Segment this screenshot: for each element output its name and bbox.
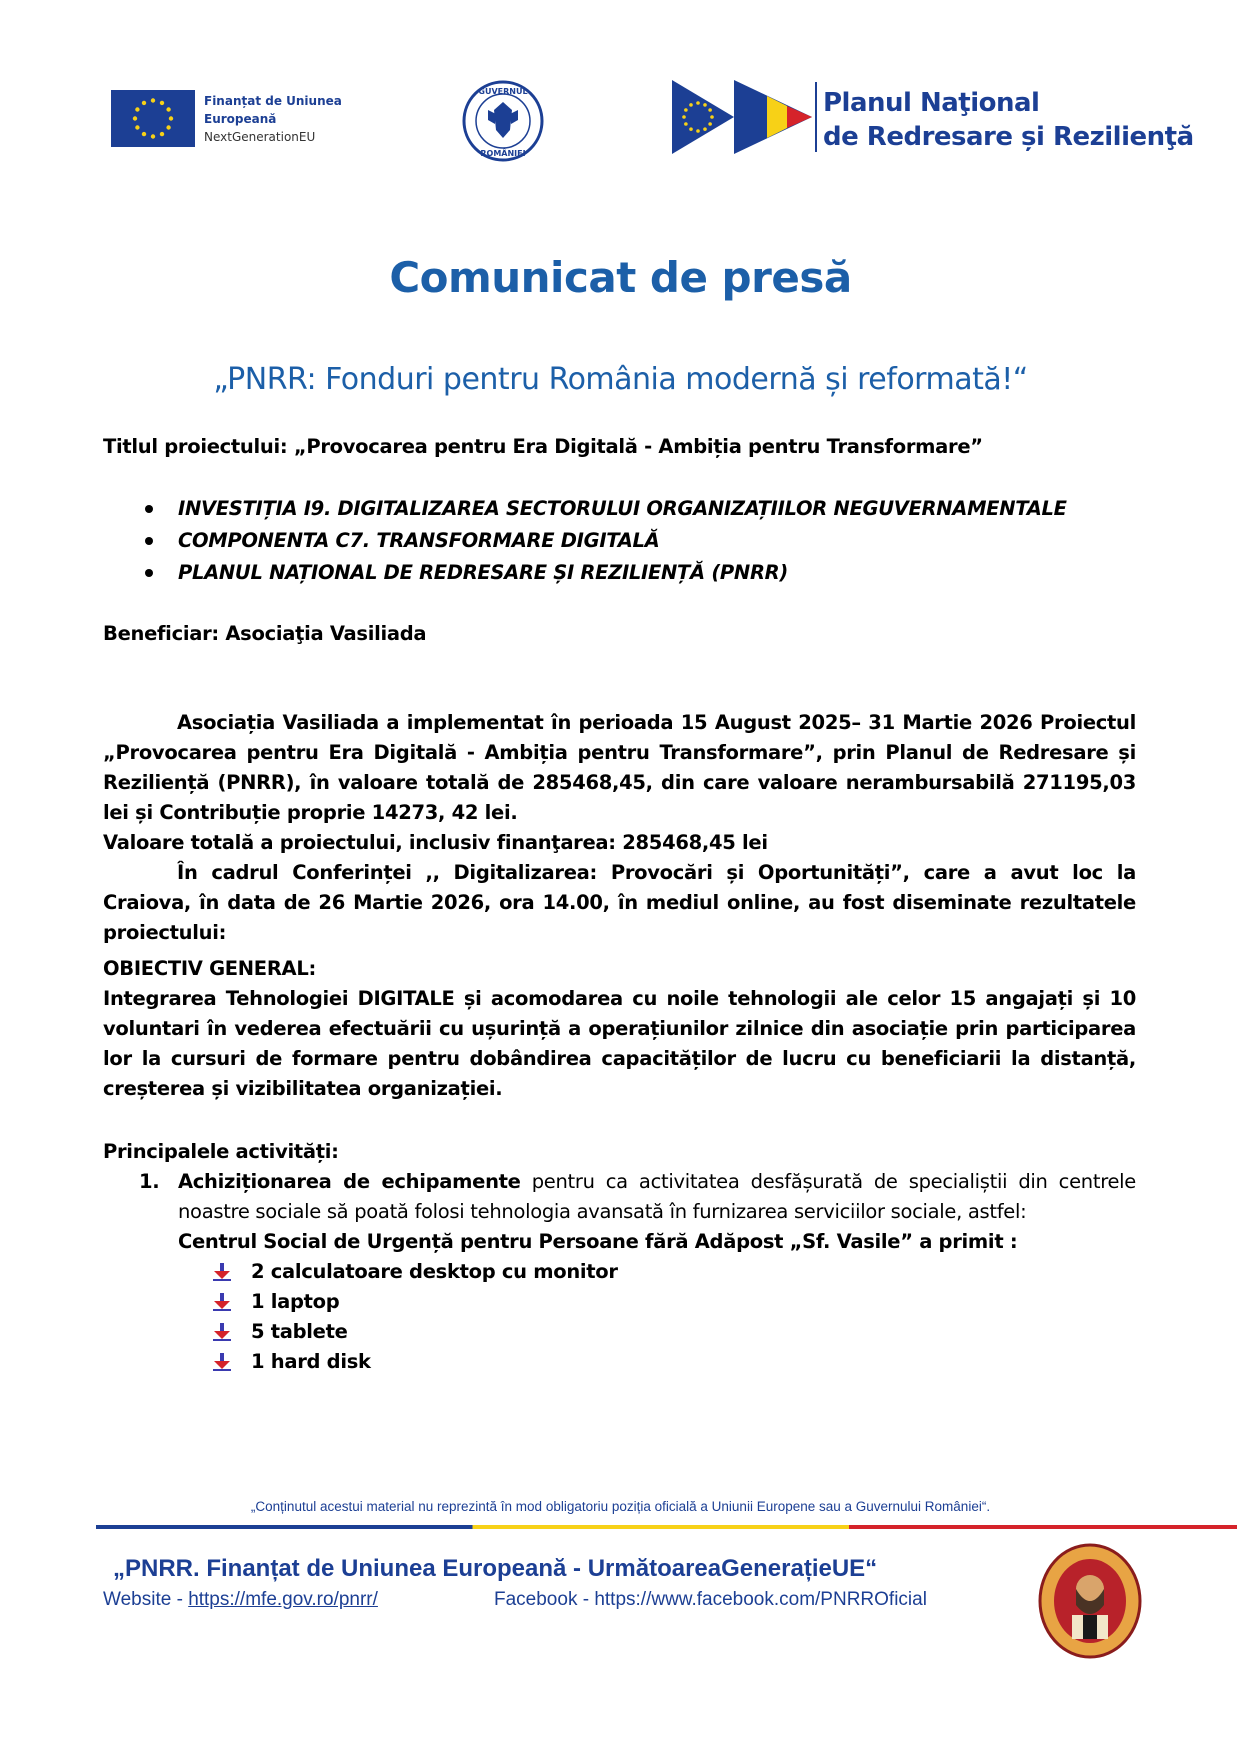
eu-star-icon xyxy=(696,129,700,133)
page-title: Comunicat de presă xyxy=(389,253,852,302)
eu-star-icon xyxy=(708,108,712,112)
pnrr-logo-separator xyxy=(815,82,817,152)
svg-text:GUVERNUL: GUVERNUL xyxy=(478,87,528,96)
footer-website xyxy=(103,1589,378,1611)
list-item: 1 hard disk xyxy=(103,1347,1136,1377)
activity-description: pentru ca activitatea desfășurată de specialiștii din centrele noastre sociale să poată folosi tehnologia avansată în furnizarea serviciilor sociale, astfel: xyxy=(178,1170,1136,1223)
project-title-line: Titlul proiectului: „Provocarea pentru Era Digitală - Ambiția pentru Transformare” xyxy=(103,435,983,458)
footer-facebook: Facebook - https://www.facebook.com/PNRROficial xyxy=(494,1589,927,1610)
eu-star-icon xyxy=(142,132,146,136)
eu-star-icon xyxy=(169,116,173,120)
project-description xyxy=(103,708,1136,948)
website-link[interactable]: https://mfe.gov.ro/pnrr/ xyxy=(188,1589,378,1610)
list-item: PLANUL NAȚIONAL DE REDRESARE ȘI REZILIENȚĂ (PNRR) xyxy=(140,557,1140,589)
arrow-bullet-icon xyxy=(213,1323,231,1341)
pnrr-logo-text xyxy=(823,86,1194,154)
list-item: 2 calculatoare desktop cu monitor xyxy=(103,1257,1136,1287)
paragraph-conference: În cadrul Conferinței ,, Digitalizarea: Provocări și Oportunități”, care a avut loc la Craiova, în data de 26 Martie 2026, ora 14.00, în mediul online, au fost diseminate rezultatele proiectului: xyxy=(103,861,1136,944)
activity-number: 1. xyxy=(139,1170,160,1193)
eu-star-icon xyxy=(151,134,155,138)
svg-text:ROMÂNIEI: ROMÂNIEI xyxy=(480,149,526,158)
eu-star-icon xyxy=(703,127,707,131)
eu-star-icon xyxy=(708,122,712,126)
objective-heading: OBIECTIV GENERAL: xyxy=(103,957,316,980)
footer-disclaimer: „Conținutul acestui material nu reprezintă în mod obligatoriu poziția oficială a Uniunii Europene sau a Guvernului României“. xyxy=(250,1499,991,1514)
eu-star-icon xyxy=(682,115,686,119)
bullet-icon xyxy=(145,537,153,545)
government-seal-logo xyxy=(462,80,544,162)
saint-vasile-medallion-logo xyxy=(1038,1543,1142,1659)
objective-text: Integrarea Tehnologiei DIGITALE și acomodarea cu noile tehnologii ale celor 15 angajați și 10 voluntari în vederea efectuării cu ușurință a operațiunilor zilnice din asociație prin participarea lor la cursuri de formare pentru dobândirea capacităților de lucru cu beneficiarii la distanță, creșterea și vizibilitatea organizației. xyxy=(103,987,1136,1100)
equipment-list xyxy=(103,1257,1136,1377)
main-activities xyxy=(103,1137,1136,1377)
pnrr-logo-line2: de Redresare și Rezilienţă xyxy=(823,122,1194,152)
arrow-bullet-icon xyxy=(213,1263,231,1281)
program-bullet-list xyxy=(140,493,1140,589)
eu-star-icon xyxy=(684,108,688,112)
activities-heading: Principalele activități: xyxy=(103,1140,339,1163)
beneficiary-line: Beneficiar: Asociaţia Vasiliada xyxy=(103,622,427,645)
eu-star-icon xyxy=(133,116,137,120)
eu-star-icon xyxy=(135,107,139,111)
activity-item xyxy=(103,1167,1136,1227)
eu-star-icon xyxy=(696,101,700,105)
list-item: 5 tablete xyxy=(103,1317,1136,1347)
footer-tricolor-line xyxy=(96,1525,1237,1529)
eu-star-icon xyxy=(142,101,146,105)
eu-star-icon xyxy=(160,132,164,136)
eu-stars-icon xyxy=(111,90,195,147)
list-item: COMPONENTA C7. TRANSFORMARE DIGITALĂ xyxy=(140,525,1140,557)
bullet-icon xyxy=(145,505,153,513)
pnrr-logo xyxy=(672,80,812,154)
eu-star-icon xyxy=(689,103,693,107)
bullet-icon xyxy=(145,569,153,577)
eu-star-icon xyxy=(684,122,688,126)
general-objective xyxy=(103,954,1136,1104)
eu-star-icon xyxy=(151,98,155,102)
paragraph-total-value: Valoare totală a proiectului, inclusiv finanţarea: 285468,45 lei xyxy=(103,831,768,854)
arrow-bullet-icon xyxy=(213,1293,231,1311)
eu-star-icon xyxy=(166,107,170,111)
eu-star-icon xyxy=(135,125,139,129)
eu-text-line3: NextGenerationEU xyxy=(204,130,316,144)
eu-flag-logo xyxy=(111,90,195,147)
eu-star-icon xyxy=(160,101,164,105)
page-subtitle: „PNRR: Fonduri pentru România modernă și reformată!“ xyxy=(213,362,1028,397)
pnrr-logo-line1: Planul Naţional xyxy=(823,88,1040,118)
website-label: Website - xyxy=(103,1589,189,1610)
arrow-bullet-icon xyxy=(213,1353,231,1371)
paragraph-implementation: Asociația Vasiliada a implementat în perioada 15 August 2025– 31 Martie 2026 Proiectul „Provocarea pentru Era Digitală - Ambiția pentru Transformare”, prin Planul de Redresare și Reziliență (PNRR), în valoare totală de 285468,45, din care valoare nerambursabilă 271195,03 lei și Contribuție proprie 14273, 42 lei. xyxy=(103,711,1136,824)
eu-star-icon xyxy=(710,115,714,119)
eu-star-icon xyxy=(703,103,707,107)
eu-funding-text xyxy=(204,92,342,146)
footer-title: „PNRR. Finanțat de Uniunea Europeană - UrmătoareaGenerațieUE“ xyxy=(113,1555,878,1582)
eu-star-icon xyxy=(166,125,170,129)
eu-text-line2: Europeană xyxy=(204,112,277,126)
center-received-line: Centrul Social de Urgență pentru Persoane fără Adăpost „Sf. Vasile” a primit : xyxy=(178,1230,1018,1253)
activity-bold-text: Achiziționarea de echipamente xyxy=(178,1170,521,1193)
eu-text-line1: Finanțat de Uniunea xyxy=(204,94,342,108)
list-item: 1 laptop xyxy=(103,1287,1136,1317)
list-item: INVESTIȚIA I9. DIGITALIZAREA SECTORULUI ORGANIZAȚIILOR NEGUVERNAMENTALE xyxy=(140,493,1140,525)
eu-star-icon xyxy=(689,127,693,131)
